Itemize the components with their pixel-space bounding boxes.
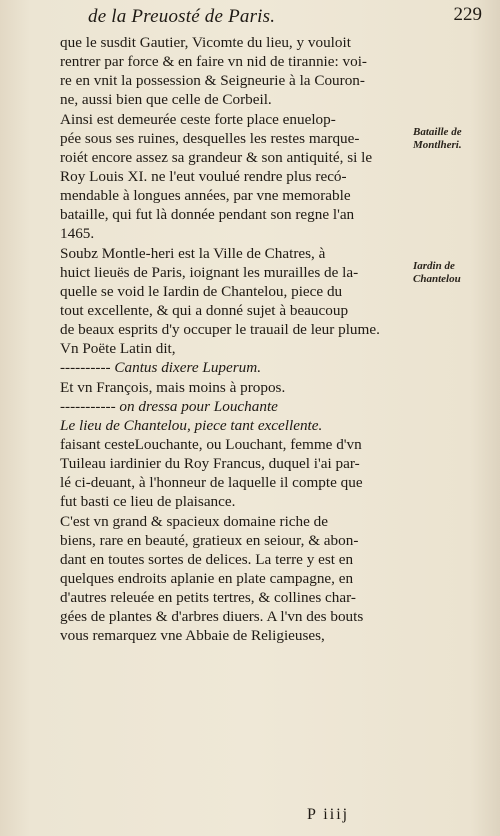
text-line: quelle se void le Iardin de Chantelou, piece du xyxy=(60,282,343,300)
page-header xyxy=(88,4,482,30)
text-line: gées de plantes & d'arbres diuers. A l'vn des bouts xyxy=(60,608,364,626)
text-line: que le susdit Gautier, Vicomte du lieu, y vouloit xyxy=(60,34,351,51)
text-line: re en vnit la possession & Seigneurie à la Couron- xyxy=(60,72,365,90)
text-line: de beaux esprits d'y occuper le trauail de leur plume. xyxy=(60,321,380,339)
text-line: biens, rare en beauté, gratieux en seiour, & abon- xyxy=(60,531,359,549)
text-line: rentrer par force & en faire vn nid de tirannie: voi- xyxy=(60,53,367,71)
text-line: Et vn François, mais moins à propos. xyxy=(60,378,286,396)
text-line: tout excellente, & qui a donné sujet à beaucoup xyxy=(60,301,349,319)
body-text xyxy=(60,33,410,646)
text-line: faisant cesteLouchante, ou Louchant, femme d'vn xyxy=(60,435,362,453)
page-number: 229 xyxy=(453,4,482,25)
verse-line: ---------- Cantus dixere Luperum. xyxy=(60,359,262,377)
text-line: bataille, qui fut là donnée pendant son regne l'an xyxy=(60,206,355,224)
text-line: Soubz Montle-heri est la Ville de Chatres, à xyxy=(60,244,326,262)
text-line: quelques endroits aplanie en plate campagne, en xyxy=(60,569,354,587)
text-line: pée sous ses ruines, desquelles les restes marque- xyxy=(60,129,360,147)
running-head: de la Preuosté de Paris. xyxy=(88,6,276,27)
text-line: fut basti ce lieu de plaisance. xyxy=(60,493,236,511)
text-line: C'est vn grand & spacieux domaine riche de xyxy=(60,512,329,530)
text-line: ne, aussi bien que celle de Corbeil. xyxy=(60,91,272,109)
text-line: roiét encore assez sa grandeur & son antiquité, si le xyxy=(60,148,373,166)
text-line: 1465. xyxy=(60,225,95,243)
verse-line: Le lieu de Chantelou, piece tant excellente. xyxy=(60,416,323,434)
text-line: huict lieuës de Paris, ioignant les murailles de la- xyxy=(60,263,359,281)
text-line: Ainsi est demeurée ceste forte place enuelop- xyxy=(60,110,336,128)
margin-note-bataille: Bataille de Montlheri. xyxy=(413,126,462,151)
text-line: lé ci-deuant, à l'honneur de laquelle il compte que xyxy=(60,474,363,492)
text-line: mendable à longues années, par vne memorable xyxy=(60,187,351,205)
text-line: vous remarquez vne Abbaie de Religieuses, xyxy=(60,627,325,645)
text-line: Roy Louis XI. ne l'eut voulué rendre plus recó- xyxy=(60,167,347,185)
text-line: dant en toutes sortes de delices. La terre y est en xyxy=(60,550,354,568)
text-line: Tuileau iardinier du Roy Francus, duquel i'ai par- xyxy=(60,455,360,473)
text-line: Vn Poëte Latin dit, xyxy=(60,340,176,358)
text-line: d'autres releuée en petits tertres, & collines char- xyxy=(60,589,356,607)
margin-note-iardin: Iardin de Chantelou xyxy=(413,260,461,285)
signature-mark: P iiij xyxy=(307,806,350,823)
verse-line: ----------- on dressa pour Louchante xyxy=(60,397,278,415)
